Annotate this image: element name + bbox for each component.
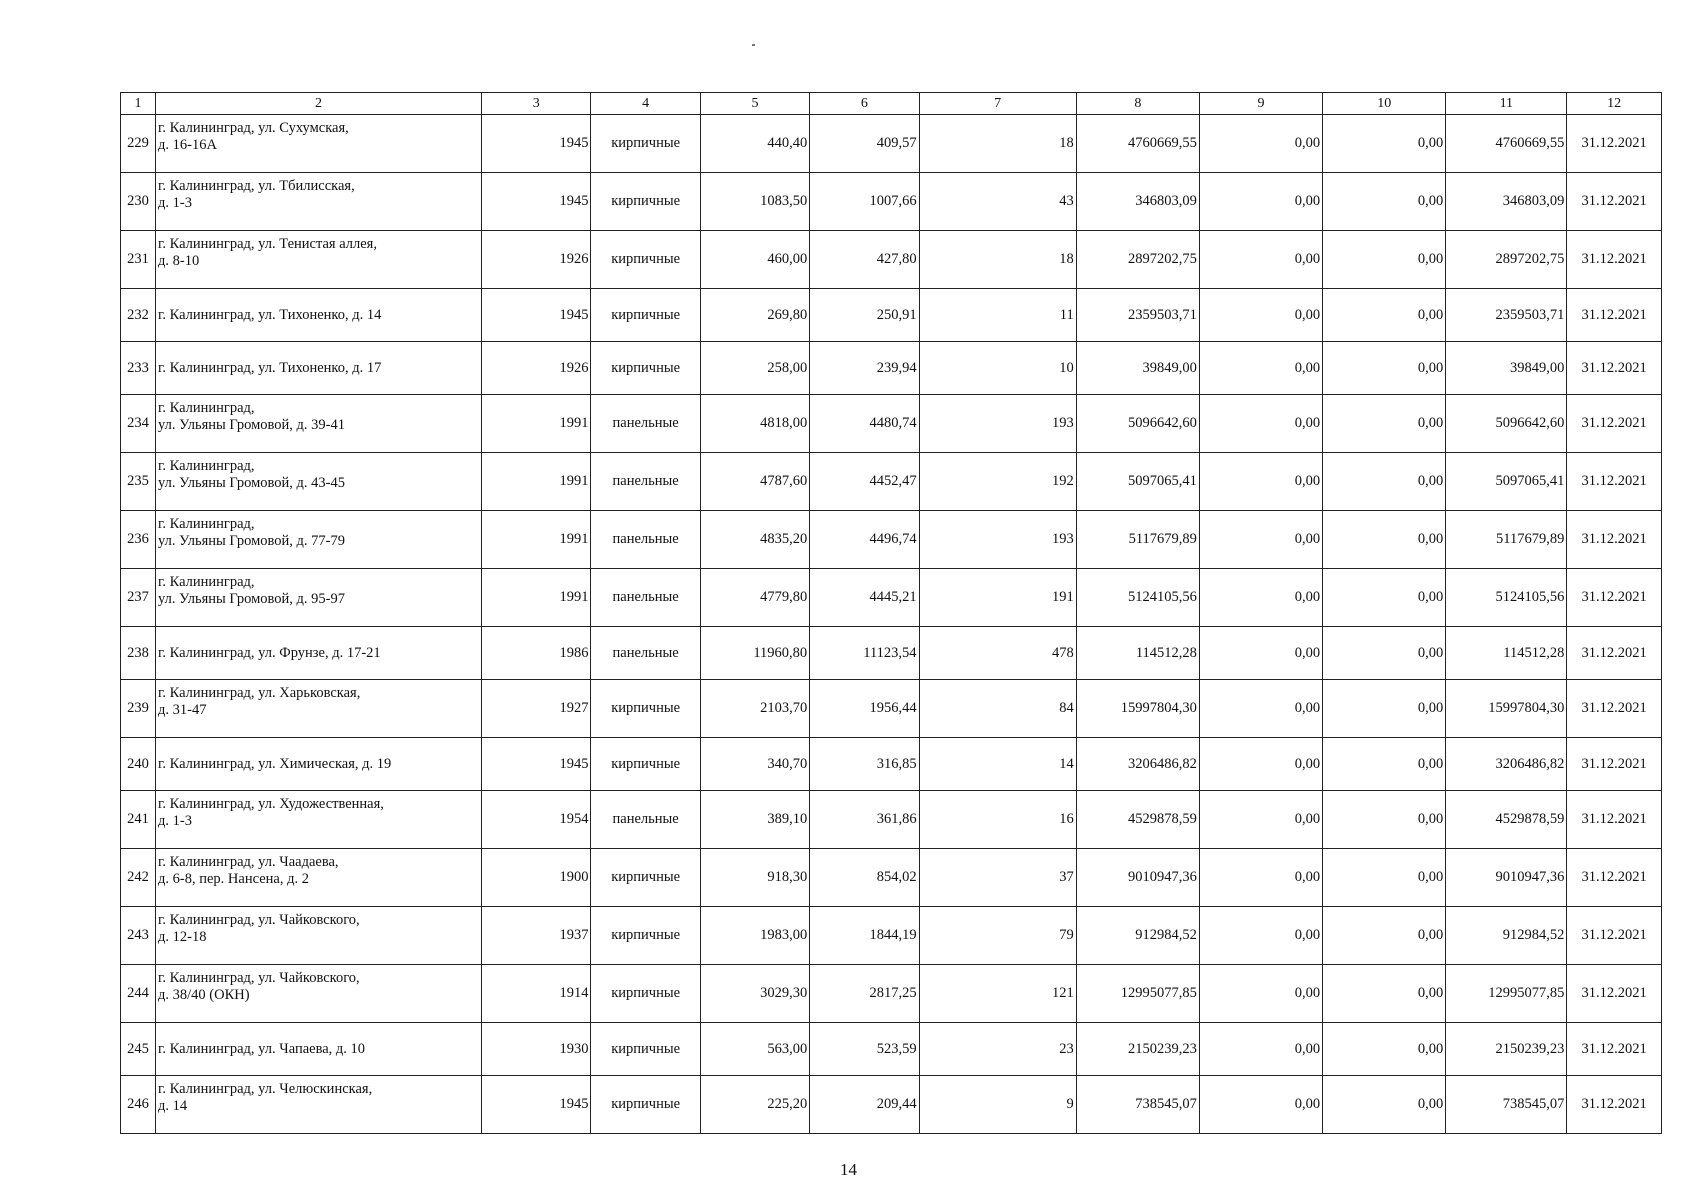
cell-owner-funds: 5096642,60 bbox=[1446, 395, 1567, 453]
cell-residents: 43 bbox=[919, 173, 1076, 231]
cell-address: г. Калининград, ул. Ульяны Громовой, д. 95-97 bbox=[156, 569, 482, 627]
cell-row-number: 240 bbox=[121, 738, 156, 791]
cell-total-area: 4779,80 bbox=[700, 569, 809, 627]
cell-owner-funds: 738545,07 bbox=[1446, 1076, 1567, 1134]
cell-total-cost: 5096642,60 bbox=[1076, 395, 1199, 453]
table-row bbox=[121, 115, 1662, 173]
cell-year-built: 1945 bbox=[482, 173, 591, 231]
cell-wall-material: кирпичные bbox=[591, 1076, 700, 1134]
cell-residents: 9 bbox=[919, 1076, 1076, 1134]
cell-owner-funds: 4529878,59 bbox=[1446, 791, 1567, 849]
cell-total-cost: 4760669,55 bbox=[1076, 115, 1199, 173]
cell-residents: 23 bbox=[919, 1023, 1076, 1076]
cell-wall-material: кирпичные bbox=[591, 738, 700, 791]
cell-total-cost: 2897202,75 bbox=[1076, 231, 1199, 289]
cell-owner-funds: 9010947,36 bbox=[1446, 849, 1567, 907]
cell-total-area: 340,70 bbox=[700, 738, 809, 791]
cell-row-number: 237 bbox=[121, 569, 156, 627]
table-row bbox=[121, 453, 1662, 511]
cell-residents: 16 bbox=[919, 791, 1076, 849]
cell-deadline: 31.12.2021 bbox=[1567, 907, 1662, 965]
cell-residents: 37 bbox=[919, 849, 1076, 907]
cell-living-area: 1956,44 bbox=[810, 680, 919, 738]
cell-living-area: 854,02 bbox=[810, 849, 919, 907]
cell-total-area: 1983,00 bbox=[700, 907, 809, 965]
cell-federal-funds: 0,00 bbox=[1199, 1076, 1322, 1134]
cell-year-built: 1991 bbox=[482, 395, 591, 453]
cell-wall-material: панельные bbox=[591, 791, 700, 849]
cell-residents: 478 bbox=[919, 627, 1076, 680]
cell-year-built: 1930 bbox=[482, 1023, 591, 1076]
cell-address: г. Калининград, ул. Ульяны Громовой, д. 77-79 bbox=[156, 511, 482, 569]
table-row bbox=[121, 907, 1662, 965]
cell-regional-funds: 0,00 bbox=[1323, 1076, 1446, 1134]
cell-federal-funds: 0,00 bbox=[1199, 231, 1322, 289]
cell-row-number: 241 bbox=[121, 791, 156, 849]
cell-deadline: 31.12.2021 bbox=[1567, 342, 1662, 395]
cell-row-number: 239 bbox=[121, 680, 156, 738]
cell-total-area: 440,40 bbox=[700, 115, 809, 173]
cell-wall-material: кирпичные bbox=[591, 289, 700, 342]
table-body bbox=[121, 115, 1662, 1134]
cell-living-area: 361,86 bbox=[810, 791, 919, 849]
cell-owner-funds: 12995077,85 bbox=[1446, 965, 1567, 1023]
cell-deadline: 31.12.2021 bbox=[1567, 1076, 1662, 1134]
cell-total-cost: 5097065,41 bbox=[1076, 453, 1199, 511]
table-row bbox=[121, 1076, 1662, 1134]
cell-deadline: 31.12.2021 bbox=[1567, 115, 1662, 173]
cell-address: г. Калининград, ул. Чайковского, д. 38/40 (ОКН) bbox=[156, 965, 482, 1023]
cell-owner-funds: 5124105,56 bbox=[1446, 569, 1567, 627]
cell-owner-funds: 2359503,71 bbox=[1446, 289, 1567, 342]
cell-federal-funds: 0,00 bbox=[1199, 849, 1322, 907]
cell-total-area: 225,20 bbox=[700, 1076, 809, 1134]
cell-row-number: 231 bbox=[121, 231, 156, 289]
cell-owner-funds: 5097065,41 bbox=[1446, 453, 1567, 511]
cell-owner-funds: 2897202,75 bbox=[1446, 231, 1567, 289]
cell-living-area: 239,94 bbox=[810, 342, 919, 395]
cell-deadline: 31.12.2021 bbox=[1567, 511, 1662, 569]
cell-federal-funds: 0,00 bbox=[1199, 569, 1322, 627]
cell-total-area: 563,00 bbox=[700, 1023, 809, 1076]
table-row bbox=[121, 627, 1662, 680]
cell-wall-material: панельные bbox=[591, 627, 700, 680]
cell-year-built: 1945 bbox=[482, 289, 591, 342]
cell-living-area: 11123,54 bbox=[810, 627, 919, 680]
cell-living-area: 1844,19 bbox=[810, 907, 919, 965]
cell-living-area: 523,59 bbox=[810, 1023, 919, 1076]
cell-regional-funds: 0,00 bbox=[1323, 738, 1446, 791]
cell-year-built: 1991 bbox=[482, 511, 591, 569]
cell-deadline: 31.12.2021 bbox=[1567, 289, 1662, 342]
cell-residents: 84 bbox=[919, 680, 1076, 738]
cell-wall-material: кирпичные bbox=[591, 115, 700, 173]
cell-wall-material: панельные bbox=[591, 569, 700, 627]
cell-wall-material: панельные bbox=[591, 395, 700, 453]
column-header-7: 7 bbox=[919, 93, 1076, 115]
cell-deadline: 31.12.2021 bbox=[1567, 791, 1662, 849]
cell-living-area: 4445,21 bbox=[810, 569, 919, 627]
table-row bbox=[121, 738, 1662, 791]
cell-total-area: 269,80 bbox=[700, 289, 809, 342]
cell-living-area: 250,91 bbox=[810, 289, 919, 342]
cell-row-number: 243 bbox=[121, 907, 156, 965]
cell-wall-material: кирпичные bbox=[591, 907, 700, 965]
cell-living-area: 4452,47 bbox=[810, 453, 919, 511]
cell-federal-funds: 0,00 bbox=[1199, 342, 1322, 395]
cell-total-area: 4787,60 bbox=[700, 453, 809, 511]
cell-year-built: 1937 bbox=[482, 907, 591, 965]
cell-regional-funds: 0,00 bbox=[1323, 791, 1446, 849]
cell-total-cost: 12995077,85 bbox=[1076, 965, 1199, 1023]
cell-living-area: 209,44 bbox=[810, 1076, 919, 1134]
cell-regional-funds: 0,00 bbox=[1323, 289, 1446, 342]
cell-federal-funds: 0,00 bbox=[1199, 1023, 1322, 1076]
column-header-5: 5 bbox=[700, 93, 809, 115]
cell-residents: 18 bbox=[919, 115, 1076, 173]
cell-total-cost: 912984,52 bbox=[1076, 907, 1199, 965]
cell-total-cost: 3206486,82 bbox=[1076, 738, 1199, 791]
cell-federal-funds: 0,00 bbox=[1199, 907, 1322, 965]
cell-address: г. Калининград, ул. Чайковского, д. 12-18 bbox=[156, 907, 482, 965]
cell-address: г. Калининград, ул. Тенистая аллея, д. 8-10 bbox=[156, 231, 482, 289]
cell-regional-funds: 0,00 bbox=[1323, 511, 1446, 569]
table-row bbox=[121, 680, 1662, 738]
cell-year-built: 1900 bbox=[482, 849, 591, 907]
cell-address: г. Калининград, ул. Тихоненко, д. 17 bbox=[156, 342, 482, 395]
cell-total-cost: 4529878,59 bbox=[1076, 791, 1199, 849]
table-row bbox=[121, 289, 1662, 342]
cell-residents: 193 bbox=[919, 395, 1076, 453]
cell-row-number: 232 bbox=[121, 289, 156, 342]
cell-living-area: 427,80 bbox=[810, 231, 919, 289]
cell-total-area: 460,00 bbox=[700, 231, 809, 289]
cell-wall-material: кирпичные bbox=[591, 342, 700, 395]
cell-year-built: 1926 bbox=[482, 342, 591, 395]
cell-row-number: 234 bbox=[121, 395, 156, 453]
cell-living-area: 316,85 bbox=[810, 738, 919, 791]
cell-year-built: 1986 bbox=[482, 627, 591, 680]
table-row bbox=[121, 1023, 1662, 1076]
cell-regional-funds: 0,00 bbox=[1323, 453, 1446, 511]
column-header-10: 10 bbox=[1323, 93, 1446, 115]
cell-total-cost: 15997804,30 bbox=[1076, 680, 1199, 738]
cell-owner-funds: 15997804,30 bbox=[1446, 680, 1567, 738]
cell-residents: 11 bbox=[919, 289, 1076, 342]
column-header-2: 2 bbox=[156, 93, 482, 115]
cell-wall-material: кирпичные bbox=[591, 680, 700, 738]
cell-total-area: 389,10 bbox=[700, 791, 809, 849]
cell-total-area: 2103,70 bbox=[700, 680, 809, 738]
cell-living-area: 409,57 bbox=[810, 115, 919, 173]
cell-federal-funds: 0,00 bbox=[1199, 738, 1322, 791]
cell-row-number: 229 bbox=[121, 115, 156, 173]
table-row bbox=[121, 569, 1662, 627]
cell-residents: 191 bbox=[919, 569, 1076, 627]
cell-total-area: 4835,20 bbox=[700, 511, 809, 569]
cell-federal-funds: 0,00 bbox=[1199, 791, 1322, 849]
cell-year-built: 1914 bbox=[482, 965, 591, 1023]
cell-row-number: 242 bbox=[121, 849, 156, 907]
cell-deadline: 31.12.2021 bbox=[1567, 680, 1662, 738]
cell-wall-material: кирпичные bbox=[591, 849, 700, 907]
cell-total-cost: 346803,09 bbox=[1076, 173, 1199, 231]
cell-row-number: 236 bbox=[121, 511, 156, 569]
cell-regional-funds: 0,00 bbox=[1323, 569, 1446, 627]
cell-total-cost: 9010947,36 bbox=[1076, 849, 1199, 907]
cell-living-area: 4496,74 bbox=[810, 511, 919, 569]
cell-deadline: 31.12.2021 bbox=[1567, 395, 1662, 453]
cell-regional-funds: 0,00 bbox=[1323, 1023, 1446, 1076]
cell-year-built: 1945 bbox=[482, 1076, 591, 1134]
cell-regional-funds: 0,00 bbox=[1323, 627, 1446, 680]
table-row bbox=[121, 395, 1662, 453]
cell-year-built: 1954 bbox=[482, 791, 591, 849]
cell-row-number: 238 bbox=[121, 627, 156, 680]
table-row bbox=[121, 511, 1662, 569]
column-header-9: 9 bbox=[1199, 93, 1322, 115]
cell-wall-material: кирпичные bbox=[591, 965, 700, 1023]
cell-address: г. Калининград, ул. Харьковская, д. 31-47 bbox=[156, 680, 482, 738]
column-header-3: 3 bbox=[482, 93, 591, 115]
cell-year-built: 1945 bbox=[482, 738, 591, 791]
table-row bbox=[121, 965, 1662, 1023]
column-number-header-row bbox=[121, 93, 1662, 115]
cell-residents: 14 bbox=[919, 738, 1076, 791]
cell-wall-material: панельные bbox=[591, 453, 700, 511]
cell-regional-funds: 0,00 bbox=[1323, 173, 1446, 231]
cell-residents: 193 bbox=[919, 511, 1076, 569]
cell-address: г. Калининград, ул. Химическая, д. 19 bbox=[156, 738, 482, 791]
cell-residents: 10 bbox=[919, 342, 1076, 395]
housing-registry-table bbox=[120, 92, 1662, 1134]
cell-address: г. Калининград, ул. Сухумская, д. 16-16А bbox=[156, 115, 482, 173]
cell-regional-funds: 0,00 bbox=[1323, 680, 1446, 738]
column-header-4: 4 bbox=[591, 93, 700, 115]
cell-total-cost: 2359503,71 bbox=[1076, 289, 1199, 342]
cell-regional-funds: 0,00 bbox=[1323, 965, 1446, 1023]
cell-total-area: 918,30 bbox=[700, 849, 809, 907]
cell-federal-funds: 0,00 bbox=[1199, 965, 1322, 1023]
cell-federal-funds: 0,00 bbox=[1199, 173, 1322, 231]
cell-owner-funds: 39849,00 bbox=[1446, 342, 1567, 395]
column-header-8: 8 bbox=[1076, 93, 1199, 115]
table-row bbox=[121, 849, 1662, 907]
cell-federal-funds: 0,00 bbox=[1199, 395, 1322, 453]
cell-deadline: 31.12.2021 bbox=[1567, 965, 1662, 1023]
cell-address: г. Калининград, ул. Чаадаева, д. 6-8, пер. Нансена, д. 2 bbox=[156, 849, 482, 907]
cell-address: г. Калининград, ул. Челюскинская, д. 14 bbox=[156, 1076, 482, 1134]
cell-residents: 79 bbox=[919, 907, 1076, 965]
cell-wall-material: кирпичные bbox=[591, 231, 700, 289]
cell-year-built: 1991 bbox=[482, 453, 591, 511]
cell-owner-funds: 4760669,55 bbox=[1446, 115, 1567, 173]
cell-address: г. Калининград, ул. Ульяны Громовой, д. 43-45 bbox=[156, 453, 482, 511]
cell-year-built: 1945 bbox=[482, 115, 591, 173]
cell-regional-funds: 0,00 bbox=[1323, 907, 1446, 965]
cell-address: г. Калининград, ул. Тбилисская, д. 1-3 bbox=[156, 173, 482, 231]
cell-federal-funds: 0,00 bbox=[1199, 627, 1322, 680]
cell-living-area: 4480,74 bbox=[810, 395, 919, 453]
cell-deadline: 31.12.2021 bbox=[1567, 569, 1662, 627]
cell-wall-material: кирпичные bbox=[591, 1023, 700, 1076]
cell-deadline: 31.12.2021 bbox=[1567, 738, 1662, 791]
cell-deadline: 31.12.2021 bbox=[1567, 627, 1662, 680]
cell-regional-funds: 0,00 bbox=[1323, 849, 1446, 907]
cell-year-built: 1991 bbox=[482, 569, 591, 627]
cell-total-cost: 39849,00 bbox=[1076, 342, 1199, 395]
cell-total-cost: 738545,07 bbox=[1076, 1076, 1199, 1134]
cell-row-number: 244 bbox=[121, 965, 156, 1023]
cell-address: г. Калининград, ул. Тихоненко, д. 14 bbox=[156, 289, 482, 342]
cell-deadline: 31.12.2021 bbox=[1567, 231, 1662, 289]
cell-owner-funds: 114512,28 bbox=[1446, 627, 1567, 680]
cell-deadline: 31.12.2021 bbox=[1567, 173, 1662, 231]
cell-deadline: 31.12.2021 bbox=[1567, 1023, 1662, 1076]
cell-residents: 18 bbox=[919, 231, 1076, 289]
cell-year-built: 1926 bbox=[482, 231, 591, 289]
cell-address: г. Калининград, ул. Ульяны Громовой, д. 39-41 bbox=[156, 395, 482, 453]
cell-address: г. Калининград, ул. Фрунзе, д. 17-21 bbox=[156, 627, 482, 680]
cell-year-built: 1927 bbox=[482, 680, 591, 738]
cell-federal-funds: 0,00 bbox=[1199, 511, 1322, 569]
cell-row-number: 230 bbox=[121, 173, 156, 231]
cell-total-area: 11960,80 bbox=[700, 627, 809, 680]
cell-living-area: 2817,25 bbox=[810, 965, 919, 1023]
table-row bbox=[121, 231, 1662, 289]
cell-owner-funds: 5117679,89 bbox=[1446, 511, 1567, 569]
cell-owner-funds: 912984,52 bbox=[1446, 907, 1567, 965]
cell-regional-funds: 0,00 bbox=[1323, 115, 1446, 173]
cell-owner-funds: 3206486,82 bbox=[1446, 738, 1567, 791]
cell-row-number: 233 bbox=[121, 342, 156, 395]
cell-living-area: 1007,66 bbox=[810, 173, 919, 231]
cell-federal-funds: 0,00 bbox=[1199, 289, 1322, 342]
column-header-12: 12 bbox=[1567, 93, 1662, 115]
cell-federal-funds: 0,00 bbox=[1199, 115, 1322, 173]
cell-total-cost: 2150239,23 bbox=[1076, 1023, 1199, 1076]
column-header-1: 1 bbox=[121, 93, 156, 115]
scan-speck bbox=[752, 44, 755, 46]
cell-total-area: 258,00 bbox=[700, 342, 809, 395]
cell-residents: 121 bbox=[919, 965, 1076, 1023]
cell-owner-funds: 2150239,23 bbox=[1446, 1023, 1567, 1076]
column-header-6: 6 bbox=[810, 93, 919, 115]
table-row bbox=[121, 342, 1662, 395]
cell-address: г. Калининград, ул. Чапаева, д. 10 bbox=[156, 1023, 482, 1076]
cell-row-number: 245 bbox=[121, 1023, 156, 1076]
cell-wall-material: кирпичные bbox=[591, 173, 700, 231]
cell-total-area: 4818,00 bbox=[700, 395, 809, 453]
cell-owner-funds: 346803,09 bbox=[1446, 173, 1567, 231]
table-row bbox=[121, 791, 1662, 849]
column-header-11: 11 bbox=[1446, 93, 1567, 115]
cell-row-number: 235 bbox=[121, 453, 156, 511]
cell-total-cost: 5117679,89 bbox=[1076, 511, 1199, 569]
page-number: 14 bbox=[840, 1160, 857, 1179]
cell-row-number: 246 bbox=[121, 1076, 156, 1134]
cell-federal-funds: 0,00 bbox=[1199, 453, 1322, 511]
cell-total-cost: 114512,28 bbox=[1076, 627, 1199, 680]
cell-residents: 192 bbox=[919, 453, 1076, 511]
cell-regional-funds: 0,00 bbox=[1323, 395, 1446, 453]
cell-wall-material: панельные bbox=[591, 511, 700, 569]
cell-deadline: 31.12.2021 bbox=[1567, 849, 1662, 907]
cell-total-cost: 5124105,56 bbox=[1076, 569, 1199, 627]
cell-regional-funds: 0,00 bbox=[1323, 342, 1446, 395]
cell-total-area: 3029,30 bbox=[700, 965, 809, 1023]
cell-total-area: 1083,50 bbox=[700, 173, 809, 231]
cell-address: г. Калининград, ул. Художественная, д. 1-3 bbox=[156, 791, 482, 849]
table-row bbox=[121, 173, 1662, 231]
cell-federal-funds: 0,00 bbox=[1199, 680, 1322, 738]
cell-deadline: 31.12.2021 bbox=[1567, 453, 1662, 511]
cell-regional-funds: 0,00 bbox=[1323, 231, 1446, 289]
